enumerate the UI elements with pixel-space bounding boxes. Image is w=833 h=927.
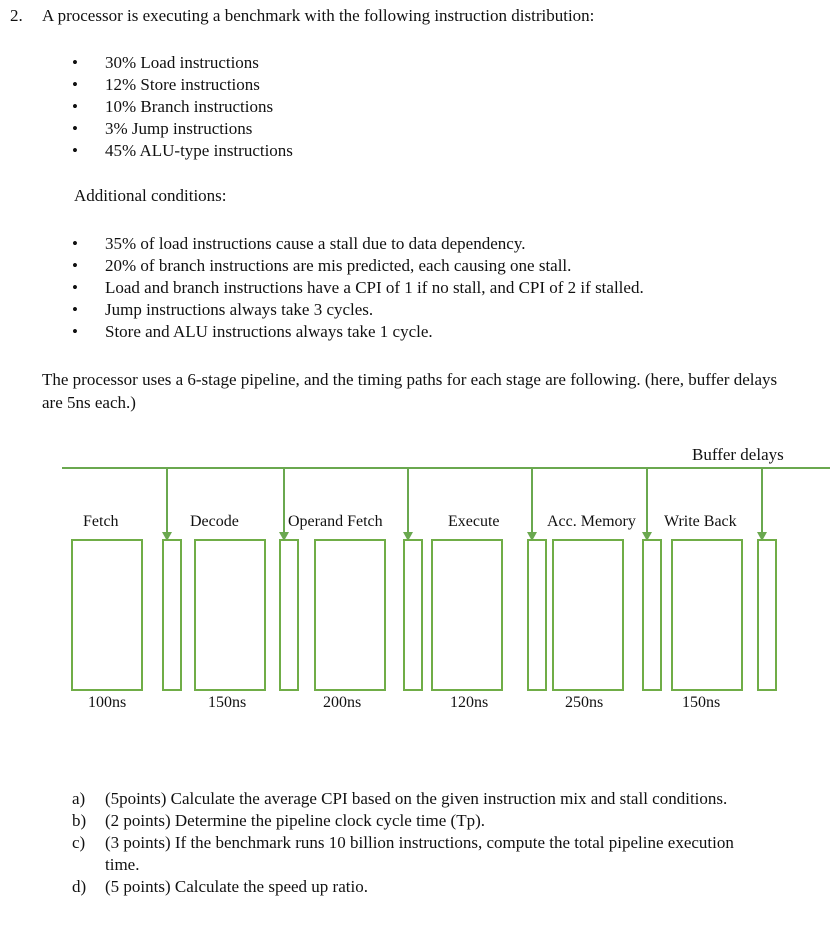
list-item: • 30% Load instructions: [72, 52, 293, 74]
stage-delay-acc-memory: 250ns: [565, 694, 604, 711]
stage-delay-decode: 150ns: [208, 694, 247, 711]
question-text: A processor is executing a benchmark with the following instruction distribution:: [42, 6, 595, 25]
conditions-heading: Additional conditions:: [74, 186, 227, 205]
sub-question-mark: a): [72, 789, 86, 808]
stage-delay-fetch: 100ns: [88, 694, 127, 711]
list-item: • Jump instructions always take 3 cycles.: [72, 299, 644, 321]
pipeline-intro: The processor uses a 6-stage pipeline, and the timing paths for each stage are following. (here, buffer delays are 5ns each.): [42, 370, 778, 412]
stage-box: [672, 540, 742, 690]
stage-label-execute: Execute: [448, 513, 500, 530]
list-item: • 10% Branch instructions: [72, 96, 293, 118]
stage-label-write-back: Write Back: [664, 513, 737, 530]
buffer-box: [643, 540, 661, 690]
buffer-box: [163, 540, 181, 690]
buffer-box: [758, 540, 776, 690]
list-item: • 35% of load instructions cause a stall due to data dependency.: [72, 233, 644, 255]
sub-question-mark: c): [72, 833, 86, 852]
list-item: • 3% Jump instructions: [72, 118, 293, 140]
list-item: • 12% Store instructions: [72, 74, 293, 96]
stage-box: [553, 540, 623, 690]
stage-box: [195, 540, 265, 690]
pipeline-svg: [0, 430, 833, 730]
sub-question-text: (5points) Calculate the average CPI based on the given instruction mix and stall conditions.: [105, 789, 728, 808]
distribution-list: [72, 52, 293, 162]
stage-delay-write-back: 150ns: [682, 694, 721, 711]
buffer-box: [404, 540, 422, 690]
stage-box: [72, 540, 142, 690]
stage-label-decode: Decode: [190, 513, 239, 530]
stage-delay-operand-fetch: 200ns: [323, 694, 362, 711]
list-item: • 20% of branch instructions are mis predicted, each causing one stall.: [72, 255, 644, 277]
stage-label-acc-memory: Acc. Memory: [547, 513, 636, 530]
sub-question-b: [72, 810, 772, 832]
pipeline-diagram: [0, 430, 833, 730]
sub-question-text: (5 points) Calculate the speed up ratio.: [105, 877, 368, 896]
list-item: • Store and ALU instructions always take 1 cycle.: [72, 321, 644, 343]
list-item: • 45% ALU-type instructions: [72, 140, 293, 162]
stage-label-fetch: Fetch: [83, 513, 119, 530]
sub-question-text: (2 points) Determine the pipeline clock cycle time (Tp).: [105, 811, 486, 830]
sub-question-mark: d): [72, 877, 87, 896]
sub-question-text: (3 points) If the benchmark runs 10 billion instructions, compute the total pipeline execution time.: [105, 833, 734, 874]
sub-question-c: [72, 832, 772, 876]
stage-label-operand-fetch: Operand Fetch: [288, 513, 383, 530]
sub-questions: [72, 788, 772, 898]
buffer-box: [528, 540, 546, 690]
sub-question-mark: b): [72, 811, 87, 830]
buffer-delays-title: Buffer delays: [692, 445, 784, 464]
buffer-box: [280, 540, 298, 690]
sub-question-a: [72, 788, 772, 810]
sub-question-d: [72, 876, 772, 898]
stage-delay-execute: 120ns: [450, 694, 489, 711]
stage-box: [315, 540, 385, 690]
conditions-list: [72, 233, 644, 343]
list-item: • Load and branch instructions have a CPI of 1 if no stall, and CPI of 2 if stalled.: [72, 277, 644, 299]
stage-box: [432, 540, 502, 690]
question-number: 2.: [10, 6, 23, 25]
